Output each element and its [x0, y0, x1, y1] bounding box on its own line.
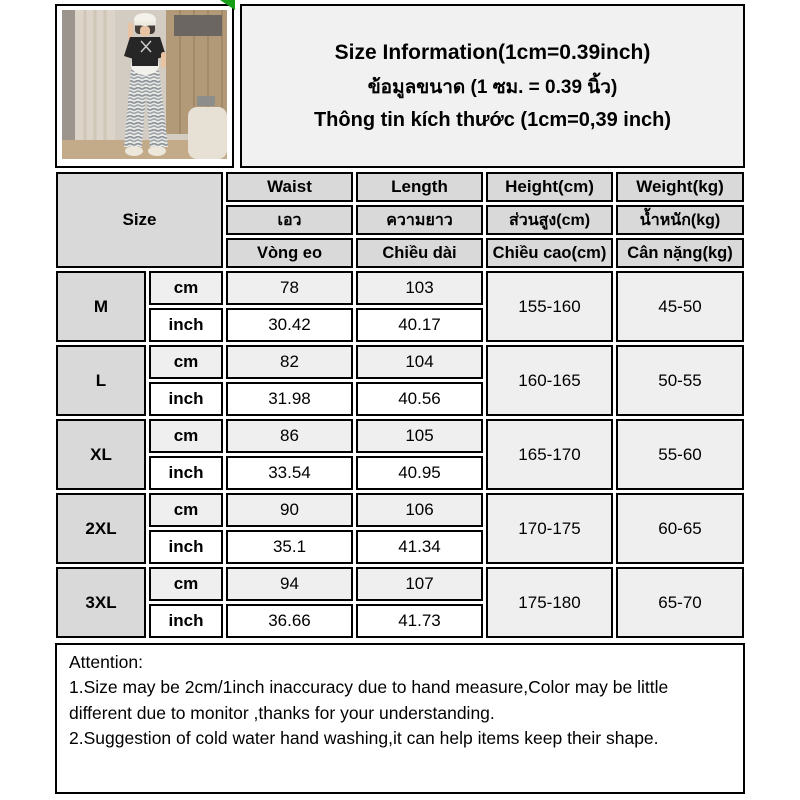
shoe-left [125, 146, 143, 156]
waist-inch-xl: 33.54 [226, 456, 353, 490]
height-range-3xl: 175-180 [486, 567, 613, 638]
height-range-m: 155-160 [486, 271, 613, 342]
unit-label-inch: inch [149, 456, 223, 490]
length-cm-3xl: 107 [356, 567, 483, 601]
length-inch-2xl: 41.34 [356, 530, 483, 564]
header-height-en: Height(cm) [486, 172, 613, 202]
weight-range-m: 45-50 [616, 271, 744, 342]
wall-switch [197, 96, 215, 106]
shoe-right [148, 146, 166, 156]
sofa [188, 107, 227, 159]
header-height-vi: Chiều cao(cm) [486, 238, 613, 268]
header-weight-en: Weight(kg) [616, 172, 744, 202]
length-cm-m: 103 [356, 271, 483, 305]
size-label-2xl: 2XL [56, 493, 146, 564]
picture-frame [174, 15, 222, 36]
waist-cm-m: 78 [226, 271, 353, 305]
header-weight-th: น้ำหนัก(kg) [616, 205, 744, 235]
unit-label-cm: cm [149, 493, 223, 527]
face [140, 26, 150, 36]
size-label-m: M [56, 271, 146, 342]
unit-label-inch: inch [149, 382, 223, 416]
title-box [240, 4, 745, 168]
waist-cm-2xl: 90 [226, 493, 353, 527]
unit-label-cm: cm [149, 419, 223, 453]
size-label-l: L [56, 345, 146, 416]
header-waist-vi: Vòng eo [226, 238, 353, 268]
top-section [55, 4, 745, 168]
unit-label-cm: cm [149, 345, 223, 379]
hanging-arm [161, 52, 166, 68]
waist-inch-l: 31.98 [226, 382, 353, 416]
length-inch-3xl: 41.73 [356, 604, 483, 638]
waist-cm-l: 82 [226, 345, 353, 379]
size-column-header: Size [56, 172, 223, 268]
attention-title: Attention: [69, 652, 143, 672]
length-inch-xl: 40.95 [356, 456, 483, 490]
size-chart-sheet [55, 0, 745, 794]
header-weight-vi: Cân nặng(kg) [616, 238, 744, 268]
unit-label-inch: inch [149, 530, 223, 564]
waist-inch-m: 30.42 [226, 308, 353, 342]
title-english: Size Information(1cm=0.39inch) [334, 40, 651, 64]
unit-label-cm: cm [149, 567, 223, 601]
size-table [53, 169, 747, 641]
header-waist-en: Waist [226, 172, 353, 202]
product-photo [55, 4, 234, 168]
unit-label-inch: inch [149, 308, 223, 342]
weight-range-2xl: 60-65 [616, 493, 744, 564]
header-length-th: ความยาว [356, 205, 483, 235]
length-cm-xl: 105 [356, 419, 483, 453]
unit-label-cm: cm [149, 271, 223, 305]
header-waist-th: เอว [226, 205, 353, 235]
attention-note-1: 1.Size may be 2cm/1inch inaccuracy due to hand measure,Color may be little different due to monitor ,thanks for your understanding. [69, 677, 669, 723]
gray-curtain [62, 10, 75, 148]
height-range-2xl: 170-175 [486, 493, 613, 564]
hand [128, 23, 134, 29]
attention-note-2: 2.Suggestion of cold water hand washing,it can help items keep their shape. [69, 728, 659, 749]
size-row-m-cm [56, 271, 744, 305]
height-range-l: 160-165 [486, 345, 613, 416]
length-inch-m: 40.17 [356, 308, 483, 342]
cap-brim [134, 22, 156, 26]
waist-cm-3xl: 94 [226, 567, 353, 601]
length-inch-l: 40.56 [356, 382, 483, 416]
size-row-3xl-cm [56, 567, 744, 601]
model-photo-illustration [62, 10, 227, 159]
attention-box [55, 643, 745, 794]
header-length-en: Length [356, 172, 483, 202]
length-cm-2xl: 106 [356, 493, 483, 527]
size-row-l-cm [56, 345, 744, 379]
title-vietnamese: Thông tin kích thước (1cm=0,39 inch) [313, 108, 672, 131]
weight-range-xl: 55-60 [616, 419, 744, 490]
length-cm-l: 104 [356, 345, 483, 379]
weight-range-3xl: 65-70 [616, 567, 744, 638]
title-thai: ข้อมูลขนาด (1 ซม. = 0.39 นิ้ว) [367, 76, 618, 98]
size-label-xl: XL [56, 419, 146, 490]
weight-range-l: 50-55 [616, 345, 744, 416]
header-height-th: ส่วนสูง(cm) [486, 205, 613, 235]
unit-label-inch: inch [149, 604, 223, 638]
waist-cm-xl: 86 [226, 419, 353, 453]
size-row-2xl-cm [56, 493, 744, 527]
waist-inch-2xl: 35.1 [226, 530, 353, 564]
header-row-english [56, 172, 744, 202]
waist-inch-3xl: 36.66 [226, 604, 353, 638]
size-row-xl-cm [56, 419, 744, 453]
height-range-xl: 165-170 [486, 419, 613, 490]
size-label-3xl: 3XL [56, 567, 146, 638]
header-length-vi: Chiều dài [356, 238, 483, 268]
